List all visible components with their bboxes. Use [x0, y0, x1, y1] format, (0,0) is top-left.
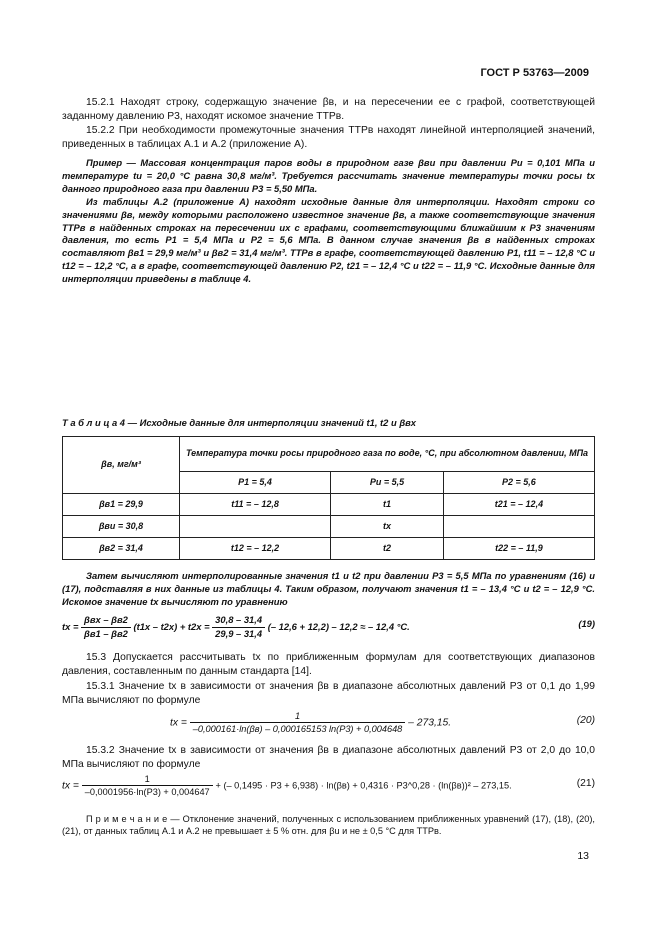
eq-numerator: βвх – βв2: [81, 614, 131, 628]
table-cell: t22 = – 11,9: [443, 538, 594, 560]
table-cell: t21 = – 12,4: [443, 494, 594, 516]
equation-19: [62, 614, 595, 641]
page-number: 13: [577, 850, 589, 862]
col-group-header: Температура точки росы природного газа по воде, °С, при абсолютном давлении, МПа: [180, 437, 595, 472]
table-4: [62, 436, 595, 560]
eq-lhs: tx =: [62, 620, 79, 632]
table-row: [63, 516, 595, 538]
eq-denominator: 29,9 – 31,4: [215, 627, 263, 639]
example-paragraph: Пример — Массовая концентрация паров воды в природном газе βвu при давлении Pu = 0,101 МПа и температуре tu = 20,0 °С равна 30,8 мг/м³. Требуется рассчитать значение температуры точки росы tx данного природного газа при давлении P3 = 5,50 МПа.: [62, 157, 595, 194]
table-cell: βв1 = 29,9: [63, 494, 180, 516]
col-header-p2: P2 = 5,6: [443, 472, 594, 494]
paragraph-15-2-2: 15.2.2 При необходимости промежуточные значения ТТРв находят линейной интерполяцией значений, приведенных в таблицах А.1 и А.2 (приложение А).: [62, 125, 595, 150]
eq-rest: – 273,15.: [408, 717, 452, 729]
eq-numerator: 1: [82, 773, 213, 786]
eq-rest: + (– 0,1495 · P3 + 6,938) · ln(βв) + 0,4316 · P3^0,28 · (ln(βв))² – 273,15.: [215, 780, 512, 791]
paragraph-15-3: 15.3 Допускается рассчитывать tx по приближенным формулам для соответствующих диапазонов давления, составленным по данным стандарта [14].: [62, 652, 595, 677]
equation-number: (21): [576, 778, 595, 789]
col-header-p1: P1 = 5,4: [180, 472, 331, 494]
equation-21: [62, 773, 595, 798]
eq-denominator: –0,000161·ln(βв) – 0,000165153 ln(P3) + 0,004648: [192, 724, 403, 735]
equation-20: [170, 710, 595, 735]
table-cell: t12 = – 12,2: [180, 538, 331, 560]
eq-lhs: tx =: [62, 780, 79, 792]
table-cell: t11 = – 12,8: [180, 494, 331, 516]
document-header: ГОСТ Р 53763—2009: [480, 67, 589, 79]
equation-number: (19): [578, 618, 595, 629]
paragraph-15-3-2: 15.3.2 Значение tx в зависимости от значения βв в диапазоне абсолютных давлений P3 от 2,0 до 10,0 МПа вычисляют по формуле: [62, 745, 595, 770]
table-cell: βвu = 30,8: [63, 516, 180, 538]
eq-mid: (t1x – t2x) + t2x =: [133, 620, 210, 632]
eq-denominator: –0,0001956·ln(P3) + 0,004647: [84, 787, 210, 798]
eq-numerator: 30,8 – 31,4: [212, 614, 265, 628]
table-cell: [443, 516, 594, 538]
paragraph-15-2-1: 15.2.1 Находят строку, содержащую значение βв, и на пересечении ее с графой, соответствующей заданному давлению P3, находят искомое значение ТТРв.: [62, 97, 595, 122]
interpolation-result-paragraph: Затем вычисляют интерполированные значения t1 и t2 при давлении P3 = 5,5 МПа по уравнениям (16) и (17), подставляя в них данные из таблицы 4. Таким образом, получают значения t1 = – 13,4 °С и t2 = – 12,9 °С. Искомое значение tx вычисляют по уравнению: [62, 570, 595, 607]
table-cell: t2: [331, 538, 444, 560]
table-cell: t1: [331, 494, 444, 516]
eq-rest: (– 12,6 + 12,2) – 12,2 ≈ – 12,4 °С.: [267, 620, 410, 632]
interpolation-source-paragraph: Из таблицы А.2 (приложение А) находят исходные данные для интерполяции. Находят строки со значениями βв, между которыми расположено известное значение βв, а также соответствующие значения ТТРв в найденных строках на пересечении их с графами, соответствующими ближайшим к P3 значениям давления, то есть P1 = 5,4 МПа и P2 = 5,6 МПа. В данном случае значения βв в найденных строках составляют βв1 = 29,9 мг/м³ и βв2 = 31,4 мг/м³. ТТРв в графе, соответствующей давлению P1, t11 = – 12,8 °С и t12 = – 12,2 °С, а в графе, соответствующей давлению P2, t21 = – 12,4 °С и t22 = – 11,9 °С. Исходные данные для интерполяции приведены в таблице 4.: [62, 196, 595, 284]
table-cell: tx: [331, 516, 444, 538]
eq-lhs: tx =: [170, 717, 187, 729]
col-header-pu: Pu = 5,5: [331, 472, 444, 494]
table-cell: [180, 516, 331, 538]
note-paragraph: П р и м е ч а н и е — Отклонение значений, полученных с использованием приближенных уравнений (17), (18), (20), (21), от данных таблиц А.1 и А.2 не превышает ± 5 % отн. для βu и не ± 0,5 °С для ТТРв.: [62, 814, 595, 837]
paragraph-15-3-1: 15.3.1 Значение tx в зависимости от значения βв в диапазоне абсолютных давлений P3 от 0,1 до 1,99 МПа вычисляют по формуле: [62, 681, 595, 706]
table-row: [63, 494, 595, 516]
table-row: [63, 538, 595, 560]
table-caption: Т а б л и ц а 4 — Исходные данные для интерполяции значений t1, t2 и βвх: [62, 417, 417, 428]
equation-number: (20): [576, 715, 595, 726]
eq-denominator: βв1 – βв2: [84, 627, 128, 639]
col-header-beta: βв, мг/м³: [63, 437, 180, 494]
table-cell: βв2 = 31,4: [63, 538, 180, 560]
eq-numerator: 1: [190, 710, 406, 723]
